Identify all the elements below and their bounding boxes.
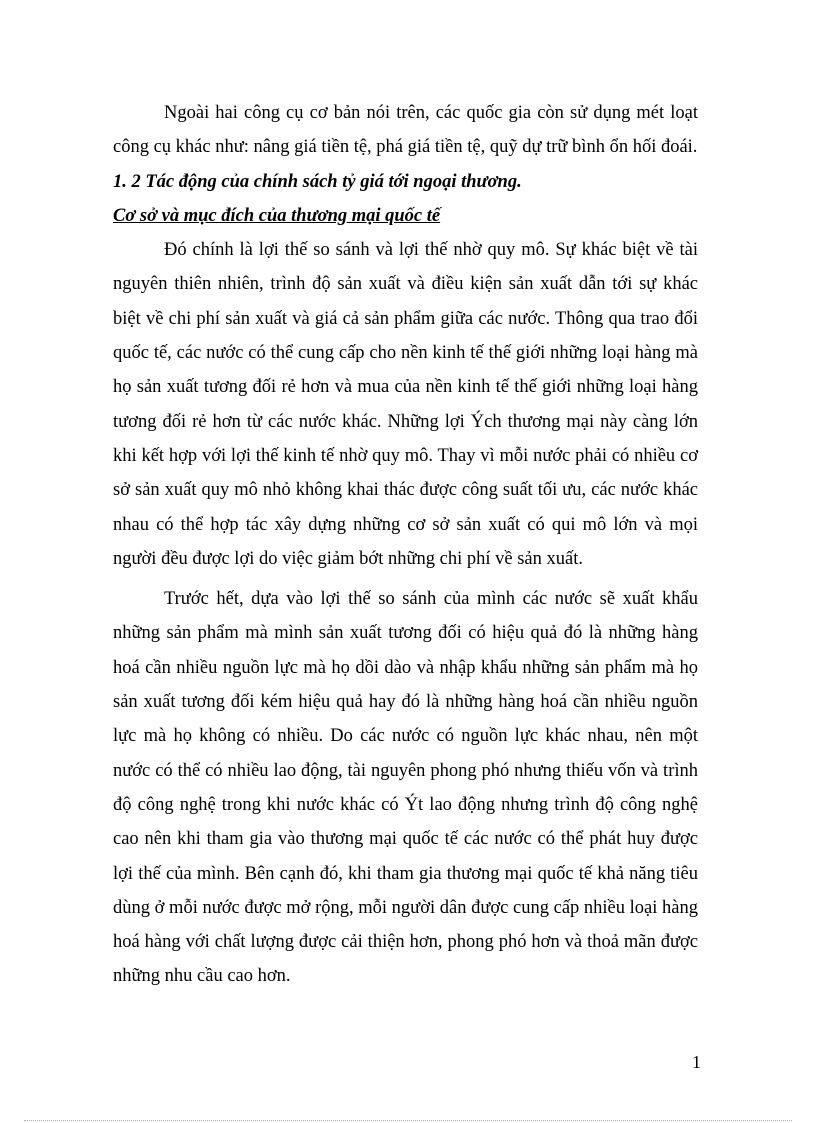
- paragraph-body-2: Trước hết, dựa vào lợi thế so sánh của mình các nước sẽ xuất khẩu những sản phẩm mà mình sản xuất tương đối có hiệu quả đó là những hàng hoá cần nhiều nguồn lực mà họ dồi dào và nhập khẩu những sản phẩm mà họ sản xuất tương đối kém hiệu quả hay đó là những hàng hoá cần nhiều nguồn lực mà họ không có nhiều. Do các nước có nguồn lực khác nhau, nên một nước có thể có nhiều lao động, tài nguyên phong phó nhưng thiếu vốn và trình độ công nghệ trong khi nước khác có Ýt lao động nhưng trình độ công nghệ cao nên khi tham gia vào thương mại quốc tế các nước có thể phát huy được lợi thế của mình. Bên cạnh đó, khi tham gia thương mại quốc tế khả năng tiêu dùng ở mỗi nước được mở rộng, mỗi người dân được cung cấp nhiều loại hàng hoá hàng với chất lượng được cải thiện hơn, phong phó hơn và thoả mãn được những nhu cầu cao hơn.: [113, 589, 698, 987]
- page-number: 1: [692, 1052, 701, 1072]
- paragraph-intro: Ngoài hai công cụ cơ bản nói trên, các quốc gia còn sử dụng mét loạt công cụ khác như: nâng giá tiền tệ, phá giá tiền tệ, quỹ dự trữ bình ổn hối đoái.: [113, 103, 698, 158]
- paragraph-body-1: Đó chính là lợi thế so sánh và lợi thế nhờ quy mô. Sự khác biệt về tài nguyên thiên nhiên, trình độ sản xuất và điều kiện sản xuất dẫn tới sự khác biệt về chi phí sản xuất và giá cả sản phẩm giữa các nước. Thông qua trao đổi quốc tế, các nước có thể cung cấp cho nền kinh tế thế giới những loại hàng mà họ sản xuất tương đối rẻ hơn và mua của nền kinh tế thế giới những loại hàng tương đối rẻ hơn từ các nước khác. Những lợi Ých thương mại này càng lớn khi kết hợp với lợi thế kinh tế nhờ quy mô. Thay vì mỗi nước phải có nhiều cơ sở sản xuất quy mô nhỏ không khai thác được công suất tối ưu, các nước khác nhau có thể hợp tác xây dựng những cơ sở sản xuất có qui mô lớn và mọi người đều được lợi do việc giảm bớt những chi phí về sản xuất.: [113, 240, 698, 569]
- page-content: [113, 96, 698, 994]
- section-subheading: Cơ sở và mục đích của thương mại quốc tế: [113, 205, 441, 226]
- page-bottom-border: [24, 1120, 792, 1121]
- section-heading: 1. 2 Tác động của chính sách tỷ giá tới ngoại thương.: [113, 171, 522, 192]
